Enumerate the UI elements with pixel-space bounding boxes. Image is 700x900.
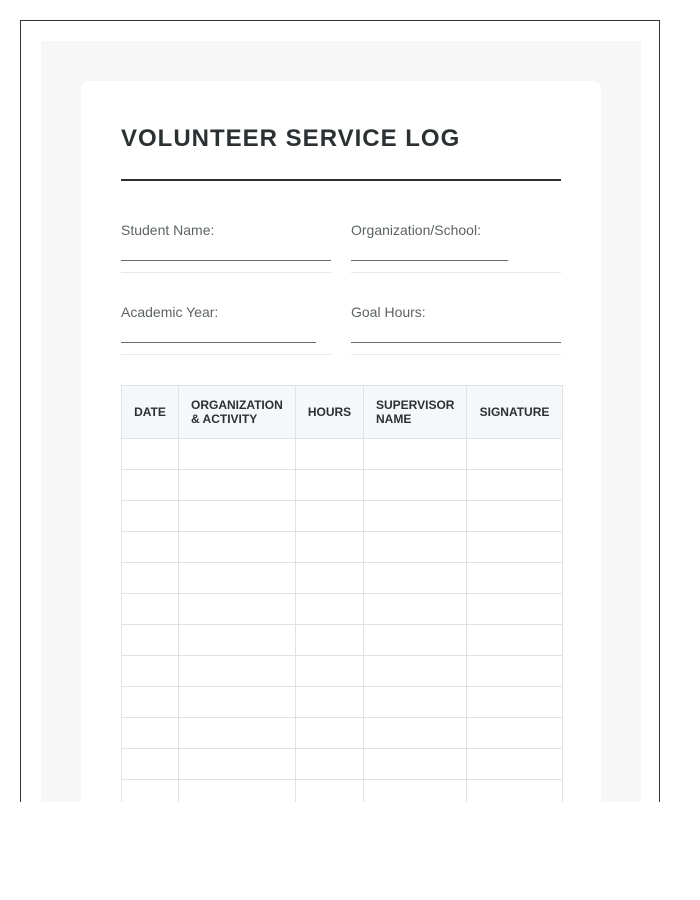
cell-hours[interactable] — [296, 625, 364, 656]
field-label: Academic Year: — [121, 304, 219, 320]
cell-hours[interactable] — [296, 439, 364, 470]
cell-date[interactable] — [122, 780, 179, 803]
cell-hours[interactable] — [296, 470, 364, 501]
cell-supervisor-name[interactable] — [364, 594, 467, 625]
table-row — [122, 501, 563, 532]
cell-organization-activity[interactable] — [179, 439, 296, 470]
column-header-date: DATE — [122, 386, 179, 439]
service-log-table — [121, 385, 563, 802]
cell-signature[interactable] — [467, 780, 563, 803]
cell-supervisor-name[interactable] — [364, 780, 467, 803]
cell-supervisor-name[interactable] — [364, 656, 467, 687]
field-label: Student Name: — [121, 222, 215, 238]
table-row — [122, 687, 563, 718]
cell-organization-activity[interactable] — [179, 749, 296, 780]
cell-signature[interactable] — [467, 501, 563, 532]
page-frame — [41, 41, 641, 802]
cell-supervisor-name[interactable] — [364, 687, 467, 718]
cell-organization-activity[interactable] — [179, 687, 296, 718]
cell-date[interactable] — [122, 594, 179, 625]
cell-hours[interactable] — [296, 532, 364, 563]
cell-supervisor-name[interactable] — [364, 563, 467, 594]
table-body — [122, 439, 563, 803]
cell-organization-activity[interactable] — [179, 532, 296, 563]
cell-organization-activity[interactable] — [179, 563, 296, 594]
cell-supervisor-name[interactable] — [364, 501, 467, 532]
cell-date[interactable] — [122, 439, 179, 470]
cell-signature[interactable] — [467, 439, 563, 470]
cell-organization-activity[interactable] — [179, 656, 296, 687]
column-header-organization-activity: ORGANIZATION & ACTIVITY — [179, 386, 296, 439]
column-header-hours: HOURS — [296, 386, 364, 439]
cell-date[interactable] — [122, 656, 179, 687]
cell-date[interactable] — [122, 501, 179, 532]
service-log-card — [81, 81, 601, 802]
table-row — [122, 563, 563, 594]
cell-hours[interactable] — [296, 594, 364, 625]
document-viewport — [20, 20, 660, 802]
cell-date[interactable] — [122, 470, 179, 501]
cell-signature[interactable] — [467, 687, 563, 718]
cell-hours[interactable] — [296, 501, 364, 532]
cell-hours[interactable] — [296, 749, 364, 780]
cell-organization-activity[interactable] — [179, 501, 296, 532]
table-row — [122, 625, 563, 656]
cell-hours[interactable] — [296, 563, 364, 594]
field-divider — [351, 354, 561, 355]
cell-organization-activity[interactable] — [179, 470, 296, 501]
field-divider — [121, 272, 331, 273]
cell-supervisor-name[interactable] — [364, 439, 467, 470]
academic-year-input-line[interactable] — [121, 342, 316, 343]
table-header-row — [122, 386, 563, 439]
cell-signature[interactable] — [467, 470, 563, 501]
table-row — [122, 718, 563, 749]
page-title: VOLUNTEER SERVICE LOG — [121, 125, 461, 152]
cell-organization-activity[interactable] — [179, 780, 296, 803]
cell-organization-activity[interactable] — [179, 594, 296, 625]
cell-organization-activity[interactable] — [179, 718, 296, 749]
cell-signature[interactable] — [467, 532, 563, 563]
cell-hours[interactable] — [296, 656, 364, 687]
table-row — [122, 780, 563, 803]
column-header-supervisor-name: SUPERVISOR NAME — [364, 386, 467, 439]
student-name-input-line[interactable] — [121, 260, 331, 261]
cell-signature[interactable] — [467, 563, 563, 594]
cell-signature[interactable] — [467, 749, 563, 780]
field-divider — [121, 354, 331, 355]
cell-supervisor-name[interactable] — [364, 749, 467, 780]
cell-signature[interactable] — [467, 718, 563, 749]
table-row — [122, 656, 563, 687]
title-divider — [121, 179, 561, 181]
organization-school-input-line[interactable] — [351, 260, 508, 261]
cell-signature[interactable] — [467, 625, 563, 656]
cell-date[interactable] — [122, 687, 179, 718]
cell-supervisor-name[interactable] — [364, 532, 467, 563]
cell-supervisor-name[interactable] — [364, 625, 467, 656]
cell-hours[interactable] — [296, 687, 364, 718]
cell-date[interactable] — [122, 718, 179, 749]
cell-signature[interactable] — [467, 594, 563, 625]
cell-date[interactable] — [122, 625, 179, 656]
cell-hours[interactable] — [296, 780, 364, 803]
field-label: Goal Hours: — [351, 304, 426, 320]
cell-signature[interactable] — [467, 656, 563, 687]
cell-date[interactable] — [122, 749, 179, 780]
cell-supervisor-name[interactable] — [364, 718, 467, 749]
cell-date[interactable] — [122, 563, 179, 594]
table-row — [122, 470, 563, 501]
column-header-signature: SIGNATURE — [467, 386, 563, 439]
cell-date[interactable] — [122, 532, 179, 563]
field-label: Organization/School: — [351, 222, 481, 238]
cell-supervisor-name[interactable] — [364, 470, 467, 501]
table-row — [122, 439, 563, 470]
field-divider — [351, 272, 561, 273]
table-row — [122, 749, 563, 780]
cell-organization-activity[interactable] — [179, 625, 296, 656]
cell-hours[interactable] — [296, 718, 364, 749]
table-row — [122, 594, 563, 625]
goal-hours-input-line[interactable] — [351, 342, 561, 343]
table-row — [122, 532, 563, 563]
